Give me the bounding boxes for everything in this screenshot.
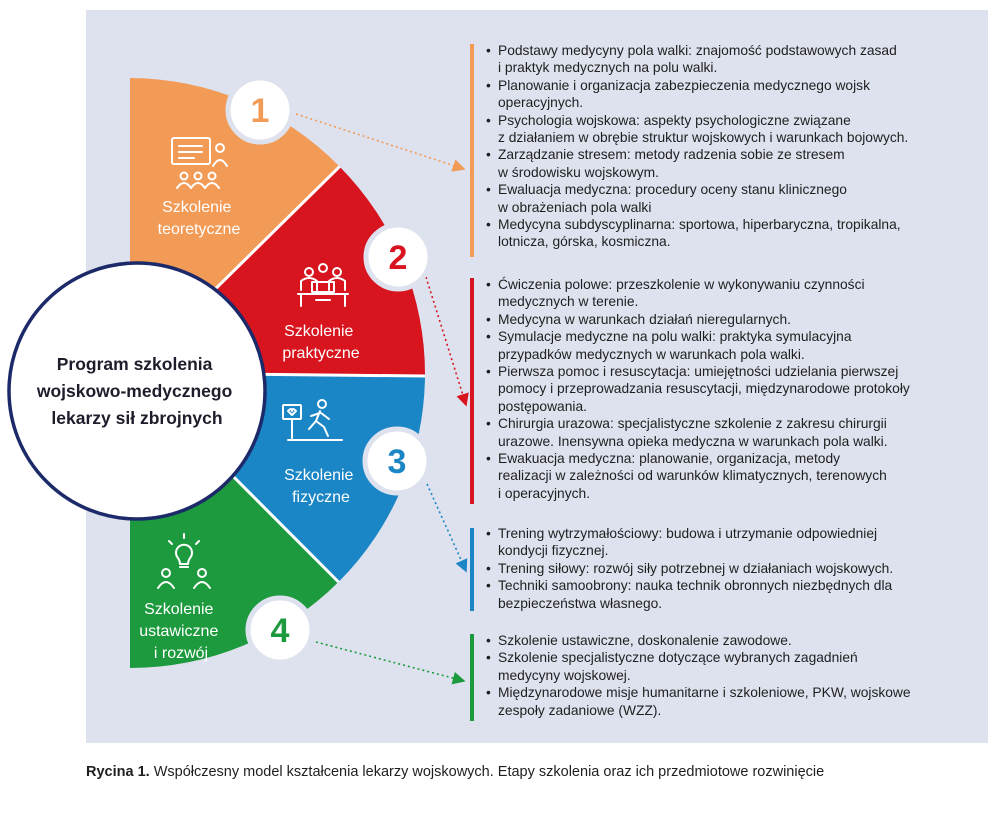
number-badge-1 <box>228 78 292 142</box>
list-item-line: Ćwiczenia polowe: przeszkolenie w wykonywaniu czynności <box>498 277 865 292</box>
list-item-line: realizacji w zależności od warunków klimatycznych, terenowych <box>498 468 887 484</box>
list-item-line: Szkolenie specjalistyczne dotyczące wybranych zagadnień <box>498 650 858 666</box>
list-item <box>486 216 908 251</box>
bar-practical <box>470 278 474 504</box>
bar-theoretical <box>470 44 474 257</box>
segment-2-label: Szkolenie praktyczne <box>282 323 360 362</box>
list-item-line: i operacyjnych. <box>498 485 591 501</box>
list-item <box>486 525 893 560</box>
segment-3-label: Szkolenie fizyczne <box>284 467 354 506</box>
list-item-line: medycznych w terenie. <box>498 294 639 310</box>
list-item-line: pomocy i przeprowadzania resuscytacji, międzynarodowe protokoły <box>498 381 910 397</box>
svg-text:4: 4 <box>270 612 290 650</box>
number-badge-3 <box>365 429 429 493</box>
list-item-line: postępowania. <box>498 398 587 414</box>
list-item <box>486 276 910 311</box>
list-item-line: Trening wytrzymałościowy: budowa i utrzymanie odpowiedniej <box>498 526 878 541</box>
list-item-line: Ewaluacja medyczna: procedury oceny stanu klinicznego <box>498 182 847 198</box>
list-item-line: urazowe. Inensywna opieka medyczna w warunkach pola walki. <box>498 433 888 449</box>
list-item-line: zespoły zadaniowe (WZZ). <box>498 702 662 718</box>
list-theoretical <box>486 42 908 251</box>
list-item-line: z działaniem w obrębie struktur wojskowych i warunkach bojowych. <box>498 130 909 146</box>
list-item-line: bezpieczeństwa własnego. <box>498 595 663 611</box>
list-item-line: w środowisku wojskowym. <box>498 164 660 180</box>
list-item-line: Medycyna subdyscyplinarna: sportowa, hiperbaryczna, tropikalna, <box>498 217 901 233</box>
caption-text: Współczesny model kształcenia lekarzy wojskowych. Etapy szkolenia oraz ich przedmiotowe rozwinięcie <box>149 764 825 780</box>
list-item-line: Techniki samoobrony: nauka technik obronnych niezbędnych dla <box>498 578 893 594</box>
list-item-line: Zarządzanie stresem: metody radzenia sobie ze stresem <box>498 147 845 163</box>
list-item-line: Szkolenie ustawiczne, doskonalenie zawodowe. <box>498 633 792 648</box>
list-item <box>486 328 910 363</box>
list-item-line: i praktyk medycznych na polu walki. <box>498 60 718 76</box>
list-item <box>486 181 908 216</box>
list-item-line: Planowanie i organizacja zabezpieczenia medycznego wojsk <box>498 77 870 93</box>
list-item-line: Medycyna w warunkach działań nieregularnych. <box>498 311 791 327</box>
svg-text:3: 3 <box>387 443 407 481</box>
list-item <box>486 112 908 147</box>
list-item <box>486 77 908 112</box>
segment-1-label: Szkolenie teoretyczne <box>157 199 241 238</box>
number-badge-4 <box>248 598 312 662</box>
number-badge-2 <box>366 225 430 289</box>
list-item <box>486 649 911 684</box>
caption-label: Rycina 1. <box>86 764 150 780</box>
list-item <box>486 146 908 181</box>
list-item-line: Symulacje medyczne na polu walki: praktyka symulacyjna <box>498 329 852 345</box>
list-item <box>486 632 911 649</box>
svg-text:1: 1 <box>250 92 270 130</box>
bar-physical <box>470 528 474 611</box>
list-item <box>486 560 893 577</box>
list-item-line: Ewakuacja medyczna: planowanie, organizacja, metody <box>498 451 841 467</box>
list-item <box>486 450 910 502</box>
figure-caption <box>86 764 824 780</box>
list-item <box>486 415 910 450</box>
list-item-line: Psychologia wojskowa: aspekty psychologiczne związane <box>498 112 851 128</box>
list-item-line: Podstawy medycyny pola walki: znajomość podstawowych zasad <box>498 43 897 58</box>
center-title: Program szkolenia wojskowo-medycznego lekarzy sił zbrojnych <box>36 354 233 428</box>
list-continuous <box>486 632 911 719</box>
connector-4 <box>316 642 464 681</box>
list-item-line: medycyny wojskowej. <box>498 667 631 683</box>
svg-text:2: 2 <box>388 239 408 277</box>
list-item-line: Międzynarodowe misje humanitarne i szkoleniowe, PKW, wojskowe <box>498 685 911 701</box>
connector-2 <box>426 277 466 405</box>
connector-3 <box>427 484 466 571</box>
list-item-line: operacyjnych. <box>498 95 584 111</box>
list-item-line: Chirurgia urazowa: specjalistyczne szkolenie z zakresu chirurgii <box>498 416 887 432</box>
segment-4-label: Szkolenie ustawiczne i rozwój <box>139 601 219 662</box>
list-item <box>486 577 893 612</box>
list-practical <box>486 276 910 502</box>
list-item-line: w obrażeniach pola walki <box>498 199 652 215</box>
list-item-line: Trening siłowy: rozwój siły potrzebnej w działaniach wojskowych. <box>498 560 894 576</box>
bar-continuous <box>470 634 474 721</box>
list-item <box>486 363 910 415</box>
list-item-line: lotnicza, górska, kosmiczna. <box>498 234 671 250</box>
list-item <box>486 684 911 719</box>
list-physical <box>486 525 893 612</box>
list-item-line: kondycji fizycznej. <box>498 543 609 559</box>
list-item <box>486 42 908 77</box>
list-item <box>486 311 910 328</box>
list-item-line: Pierwsza pomoc i resuscytacja: umiejętności udzielania pierwszej <box>498 364 899 380</box>
list-item-line: przypadków medycznych w warunkach pola walki. <box>498 346 805 362</box>
